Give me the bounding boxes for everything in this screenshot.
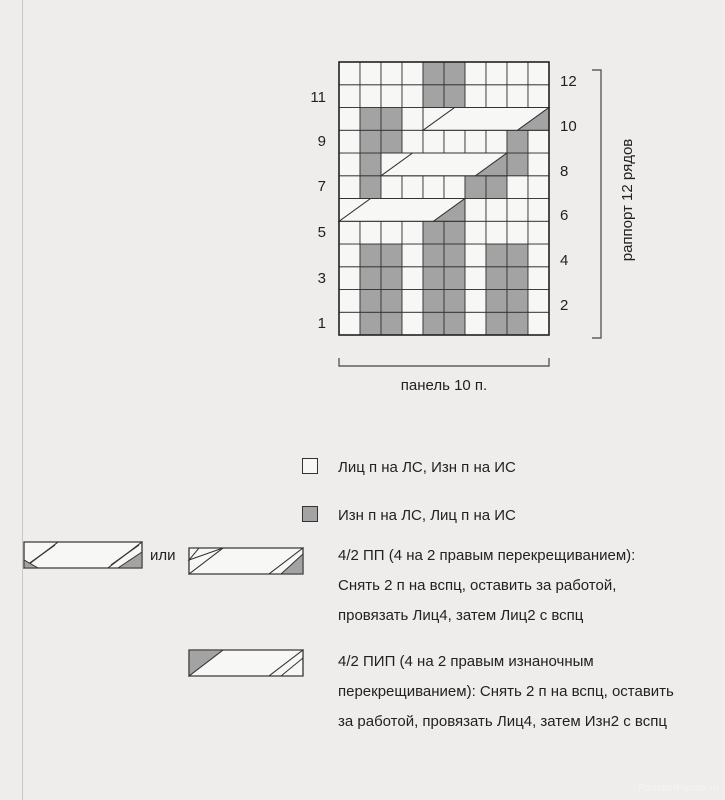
chart-cell [444, 244, 465, 267]
cable-pip-line-1: 4/2 ПИП (4 на 2 правым изнаночным [338, 653, 594, 670]
cable-pp-symbol-a [24, 542, 142, 568]
chart-cell [381, 62, 402, 85]
chart-cell [444, 290, 465, 313]
chart-cell [486, 176, 507, 199]
chart-cell [486, 221, 507, 244]
chart-cell [507, 153, 528, 176]
purl-stitch-symbol [302, 506, 318, 522]
chart-cell [465, 221, 486, 244]
cable-pp-line-1: 4/2 ПП (4 на 2 правым перекрещиванием): [338, 547, 636, 564]
knit-stitch-symbol [302, 458, 318, 474]
chart-cell [465, 176, 486, 199]
chart-cell [465, 62, 486, 85]
chart-cell [507, 267, 528, 290]
chart-cell [444, 267, 465, 290]
row-number-1: 1 [317, 315, 326, 332]
chart-cell [465, 199, 486, 222]
repeat-bracket [592, 70, 601, 338]
row-number-6: 6 [560, 207, 569, 224]
chart-cell [360, 108, 381, 131]
chart-cell [360, 221, 381, 244]
chart-cell [528, 62, 549, 85]
cable-pip-line-3: за работой, провязать Лиц4, затем Изн2 с вспц [338, 713, 667, 730]
chart-cell [486, 62, 507, 85]
chart-cell [402, 267, 423, 290]
chart-cell [402, 290, 423, 313]
chart-cell [381, 85, 402, 108]
chart-cell [339, 108, 360, 131]
chart-cell [528, 85, 549, 108]
chart-cell [360, 62, 381, 85]
row-number-5: 5 [317, 224, 326, 241]
chart-cell [381, 221, 402, 244]
chart-cell [507, 85, 528, 108]
chart-cell [465, 130, 486, 153]
chart-cell [339, 176, 360, 199]
chart-cell [360, 85, 381, 108]
row-number-2: 2 [560, 297, 569, 314]
knit-stitch-label: Лиц п на ЛС, Изн п на ИС [338, 459, 516, 476]
chart-cell [444, 221, 465, 244]
chart-cell [402, 244, 423, 267]
cable-pp-line-3: провязать Лиц4, затем Лиц2 с вспц [338, 607, 584, 624]
chart-cell [444, 130, 465, 153]
cable-pp-line-2: Снять 2 п на вспц, оставить за работой, [338, 577, 617, 594]
chart-cell [339, 312, 360, 335]
chart-cell [423, 312, 444, 335]
chart-cell [486, 267, 507, 290]
row-number-9: 9 [317, 133, 326, 150]
chart-cell [402, 312, 423, 335]
chart-cell [339, 244, 360, 267]
chart-cell [486, 85, 507, 108]
chart-cell [360, 176, 381, 199]
chart-cell [339, 221, 360, 244]
chart-cell [339, 130, 360, 153]
chart-cell [423, 85, 444, 108]
chart-cell [507, 176, 528, 199]
chart-cell [360, 153, 381, 176]
row-number-12: 12 [560, 73, 577, 90]
chart-cell [360, 267, 381, 290]
chart-cell [528, 130, 549, 153]
chart-cell [465, 312, 486, 335]
row-number-11: 11 [310, 89, 326, 106]
chart-cell [402, 108, 423, 131]
chart-cell [507, 312, 528, 335]
chart-cell [402, 176, 423, 199]
chart-cell [507, 290, 528, 313]
chart-cell [528, 312, 549, 335]
chart-cell [486, 244, 507, 267]
chart-cell [381, 267, 402, 290]
chart-cell [507, 244, 528, 267]
chart-cell [507, 221, 528, 244]
chart-cell [402, 221, 423, 244]
row-number-4: 4 [560, 252, 569, 269]
row-number-3: 3 [317, 270, 326, 287]
chart-cell [507, 62, 528, 85]
chart-cell [360, 244, 381, 267]
purl-stitch-label: Изн п на ЛС, Лиц п на ИС [338, 507, 516, 524]
chart-cell [423, 62, 444, 85]
chart-cell [339, 85, 360, 108]
chart-cell [339, 153, 360, 176]
chart-cell [381, 130, 402, 153]
chart-cell [486, 199, 507, 222]
chart-cell [339, 290, 360, 313]
cable-pp-symbol-b [189, 548, 303, 574]
chart-cell [423, 221, 444, 244]
chart-cell [444, 62, 465, 85]
chart-cell [507, 199, 528, 222]
chart-cell [528, 153, 549, 176]
chart-cell [423, 176, 444, 199]
chart-cell [528, 199, 549, 222]
chart-cell [444, 85, 465, 108]
chart-cell [339, 267, 360, 290]
chart-cell [381, 108, 402, 131]
chart-cell [381, 290, 402, 313]
chart-cell [528, 176, 549, 199]
or-label: или [150, 547, 176, 564]
cable-pip-line-2: перекрещиванием): Снять 2 п на вспц, оставить [338, 683, 674, 700]
chart-cell [402, 130, 423, 153]
chart-cell [444, 312, 465, 335]
chart-cell [339, 62, 360, 85]
chart-cell [423, 130, 444, 153]
chart-cell [486, 290, 507, 313]
chart-cell [381, 244, 402, 267]
chart-cell [528, 244, 549, 267]
chart-cell [528, 267, 549, 290]
panel-bracket [339, 358, 549, 366]
panel-label: панель 10 п. [400, 377, 488, 394]
chart-cell [423, 244, 444, 267]
row-number-10: 10 [560, 118, 577, 135]
repeat-label: раппорт 12 рядов [619, 138, 636, 262]
chart-cell [360, 312, 381, 335]
cable-pip-symbol [189, 650, 303, 676]
chart-cell [360, 130, 381, 153]
chart-cell [465, 290, 486, 313]
chart-cell [465, 267, 486, 290]
chart-cell [423, 290, 444, 313]
row-number-7: 7 [317, 178, 326, 195]
chart-cell [402, 85, 423, 108]
chart-cell [423, 267, 444, 290]
chart-cell [507, 130, 528, 153]
chart-cell [381, 176, 402, 199]
chart-cell [381, 312, 402, 335]
watermark: PassionForum.ru [638, 783, 719, 794]
chart-cell [402, 62, 423, 85]
chart-cell [528, 290, 549, 313]
chart-cell [486, 130, 507, 153]
chart-cell [486, 312, 507, 335]
chart-cell [528, 221, 549, 244]
row-number-8: 8 [560, 163, 569, 180]
chart-cell [465, 244, 486, 267]
chart-cell [465, 85, 486, 108]
chart-cell [360, 290, 381, 313]
chart-cell [444, 176, 465, 199]
